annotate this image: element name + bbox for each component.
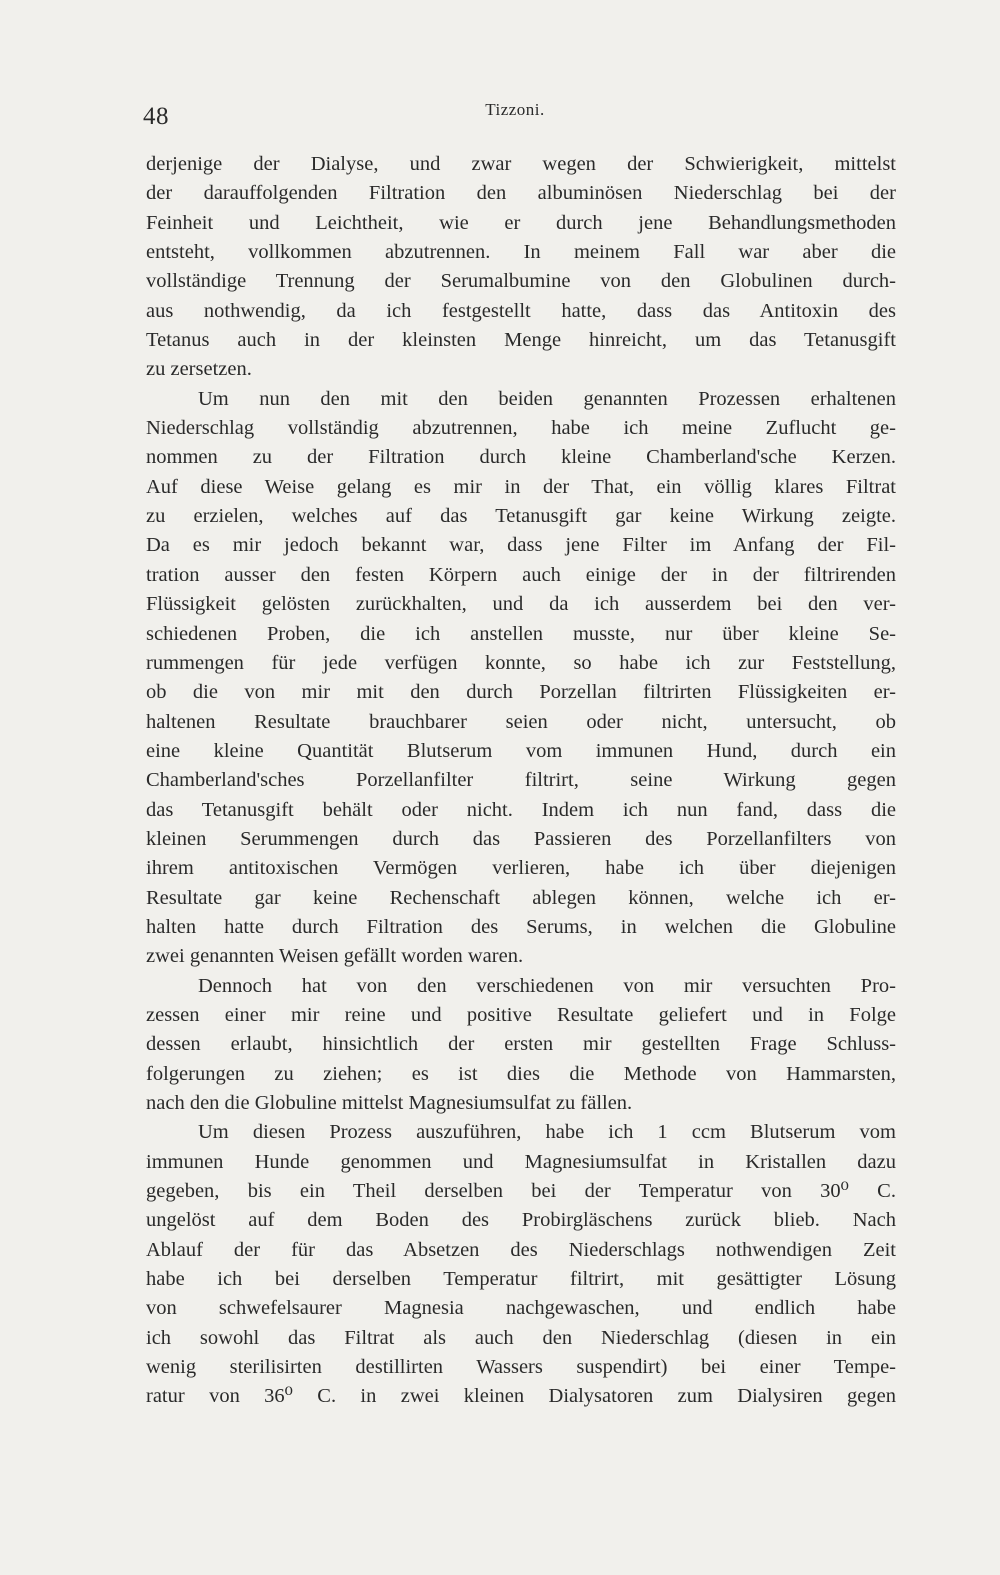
text-line: Resultate gar keine Rechenschaft ablegen können, welche ich er- xyxy=(146,886,896,909)
text-line: rummengen für jede verfügen konnte, so habe ich zur Feststellung, xyxy=(146,651,896,674)
text-line: Da es mir jedoch bekannt war, dass jene Filter im Anfang der Fil- xyxy=(146,534,896,557)
text-line: ungelöst auf dem Boden des Probirgläschens zurück blieb. Nach xyxy=(146,1209,896,1232)
text-line: ratur von 36⁰ C. in zwei kleinen Dialysatoren zum Dialysiren gegen xyxy=(146,1385,896,1408)
text-line: zessen einer mir reine und positive Resultate geliefert und in Folge xyxy=(146,1003,896,1026)
text-line: ob die von mir mit den durch Porzellan filtrirten Flüssigkeiten er- xyxy=(146,681,896,704)
text-line: Dennoch hat von den verschiedenen von mir versuchten Pro- xyxy=(198,974,896,997)
text-line: Um diesen Prozess auszuführen, habe ich 1 ccm Blutserum vom xyxy=(198,1121,896,1144)
text-line: wenig sterilisirten destillirten Wassers suspendirt) bei einer Tempe- xyxy=(146,1356,896,1379)
body-text xyxy=(146,150,896,1412)
text-line: Ablauf der für das Absetzen des Niederschlags nothwendigen Zeit xyxy=(146,1238,896,1261)
text-line: vollständige Trennung der Serumalbumine von den Globulinen durch- xyxy=(146,270,896,293)
text-line: dessen erlaubt, hinsichtlich der ersten mir gestellten Frage Schluss- xyxy=(146,1033,896,1056)
text-line: Tetanus auch in der kleinsten Menge hinreicht, um das Tetanusgift xyxy=(146,329,896,352)
text-line: eine kleine Quantität Blutserum vom immunen Hund, durch ein xyxy=(146,739,896,762)
text-line: nommen zu der Filtration durch kleine Chamberland'sche Kerzen. xyxy=(146,446,896,469)
text-line: habe ich bei derselben Temperatur filtrirt, mit gesättigter Lösung xyxy=(146,1268,896,1291)
text-line: haltenen Resultate brauchbarer seien oder nicht, untersucht, ob xyxy=(146,710,896,733)
text-line: kleinen Serummengen durch das Passieren des Porzellanfilters von xyxy=(146,827,896,850)
text-line: tration ausser den festen Körpern auch einige der in der filtrirenden xyxy=(146,563,896,586)
text-line: ich sowohl das Filtrat als auch den Niederschlag (diesen in ein xyxy=(146,1326,896,1349)
text-line: gegeben, bis ein Theil derselben bei der Temperatur von 30⁰ C. xyxy=(146,1180,896,1203)
text-line: immunen Hunde genommen und Magnesiumsulfat in Kristallen dazu xyxy=(146,1150,896,1173)
running-head: Tizzoni. xyxy=(485,100,545,119)
text-line: Auf diese Weise gelang es mir in der That, ein völlig klares Filtrat xyxy=(146,475,896,498)
text-line: zu erzielen, welches auf das Tetanusgift gar keine Wirkung zeigte. xyxy=(146,505,896,528)
text-line: der darauffolgenden Filtration den albuminösen Niederschlag bei der xyxy=(146,182,896,205)
text-line: das Tetanusgift behält oder nicht. Indem ich nun fand, dass die xyxy=(146,798,896,821)
text-line: Feinheit und Leichtheit, wie er durch jene Behandlungsmethoden xyxy=(146,211,896,234)
text-line: nach den die Globuline mittelst Magnesiumsulfat zu fällen. xyxy=(146,1092,633,1114)
text-line: halten hatte durch Filtration des Serums, in welchen die Globuline xyxy=(146,915,896,938)
page-number: 48 xyxy=(143,103,169,130)
text-line: Chamberland'sches Porzellanfilter filtrirt, seine Wirkung gegen xyxy=(146,769,896,792)
text-line: von schwefelsaurer Magnesia nachgewaschen, und endlich habe xyxy=(146,1297,896,1320)
text-line: Niederschlag vollständig abzutrennen, habe ich meine Zuflucht ge- xyxy=(146,417,896,440)
text-line: zu zersetzen. xyxy=(146,358,252,381)
text-line: Flüssigkeit gelösten zurückhalten, und da ich ausserdem bei den ver- xyxy=(146,593,896,616)
text-line: folgerungen zu ziehen; es ist dies die Methode von Hammarsten, xyxy=(146,1062,896,1085)
text-line: Um nun den mit den beiden genannten Prozessen erhaltenen xyxy=(198,387,896,410)
text-line: derjenige der Dialyse, und zwar wegen der Schwierigkeit, mittelst xyxy=(146,153,896,175)
text-line: schiedenen Proben, die ich anstellen musste, nur über kleine Se- xyxy=(146,622,896,645)
text-line: entsteht, vollkommen abzutrennen. In meinem Fall war aber die xyxy=(146,241,896,264)
text-line: aus nothwendig, da ich festgestellt hatte, dass das Antitoxin des xyxy=(146,299,896,322)
text-line: zwei genannten Weisen gefällt worden waren. xyxy=(146,945,524,968)
text-line: ihrem antitoxischen Vermögen verlieren, habe ich über diejenigen xyxy=(146,857,896,880)
